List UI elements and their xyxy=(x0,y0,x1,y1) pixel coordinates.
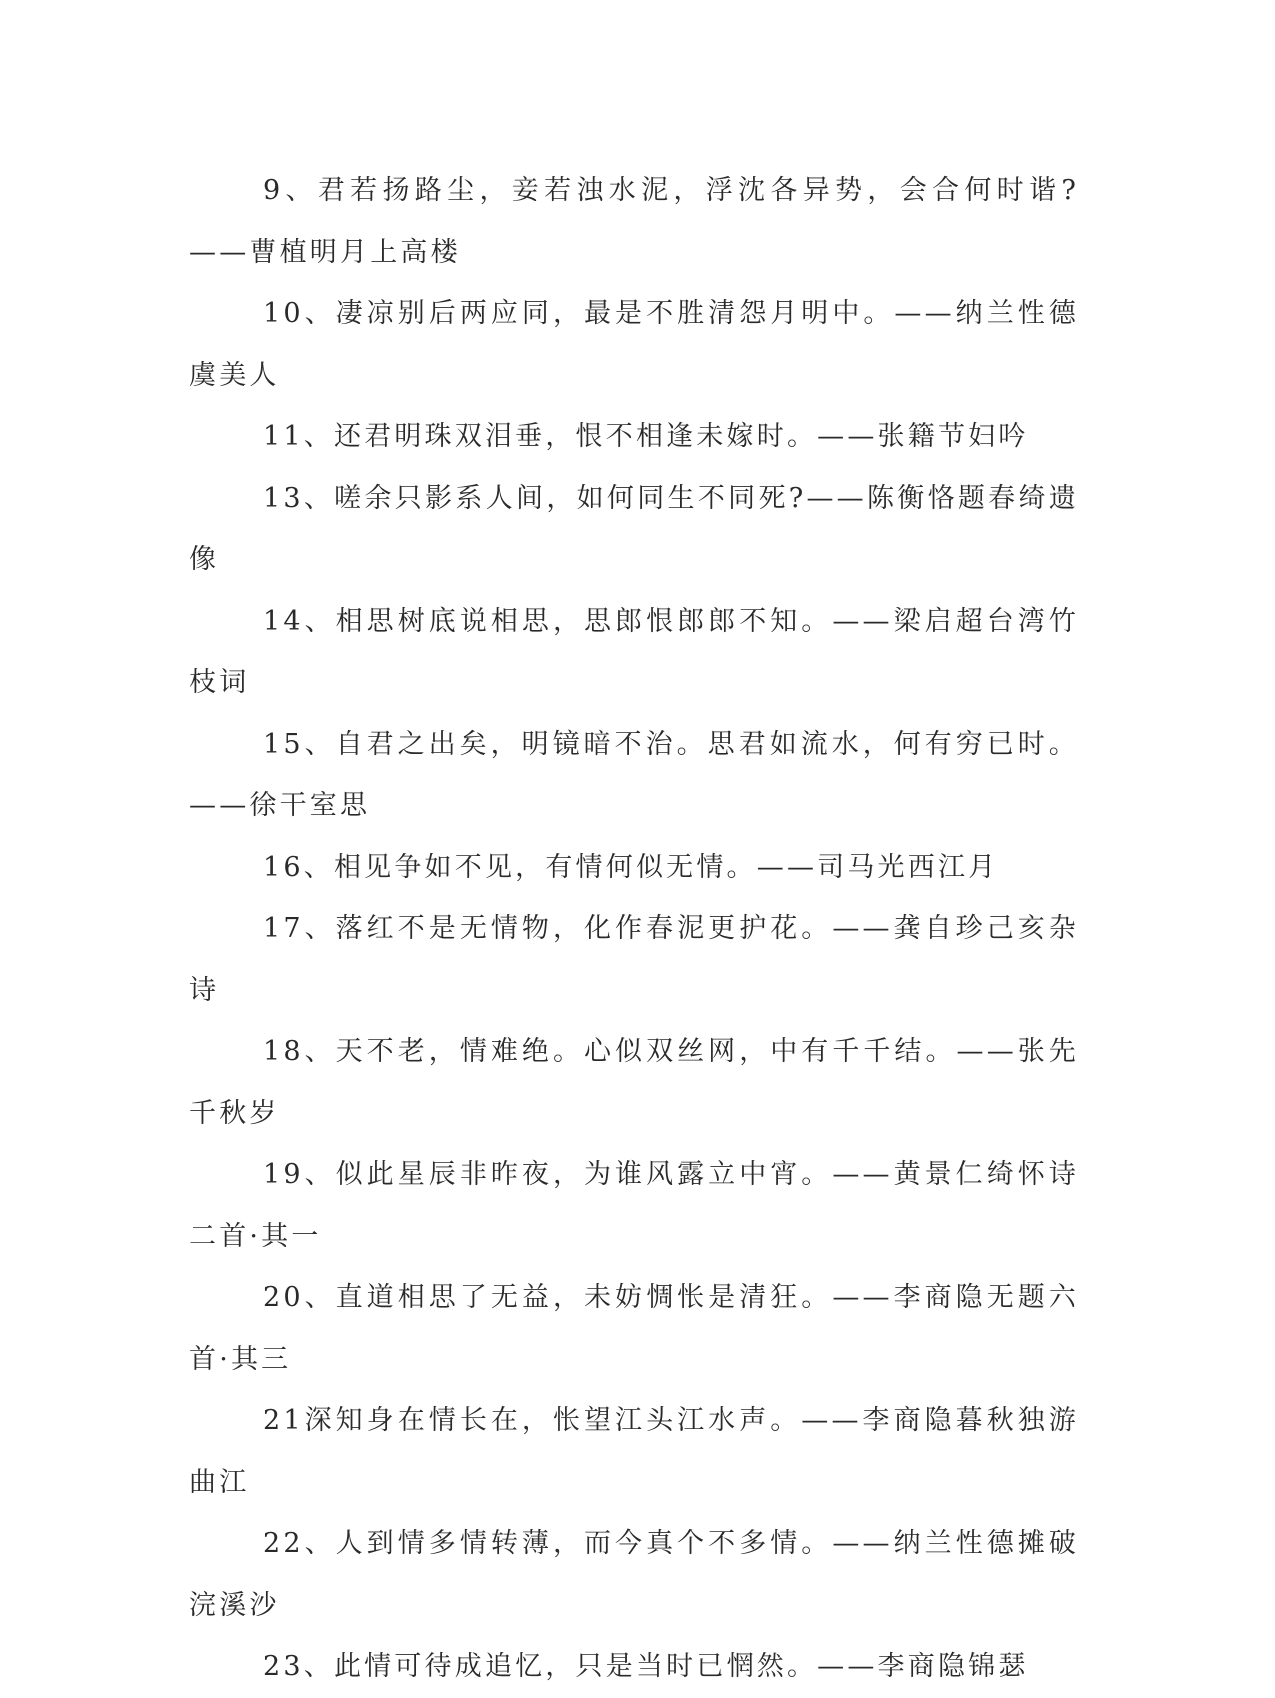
quote-paragraph: 9、君若扬路尘，妾若浊水泥，浮沈各异势，会合何时谐?——曹植明月上高楼 xyxy=(189,175,1079,268)
quote-paragraph: 11、还君明珠双泪垂，恨不相逢未嫁时。——张籍节妇吟 xyxy=(263,421,1029,452)
quote-paragraph: 23、此情可待成追忆，只是当时已惘然。——李商隐锦瑟 xyxy=(263,1651,1029,1682)
quote-paragraph: 19、似此星辰非昨夜，为谁风露立中宵。——黄景仁绮怀诗二首·其一 xyxy=(189,1159,1079,1252)
quote-paragraph: 13、嗟余只影系人间，如何同生不同死?——陈衡恪题春绮遗像 xyxy=(189,482,1079,575)
quote-paragraph: 20、直道相思了无益，未妨惆怅是清狂。——李商隐无题六首·其三 xyxy=(189,1282,1079,1375)
quote-paragraph: 21深知身在情长在，怅望江头江水声。——李商隐暮秋独游曲江 xyxy=(189,1405,1079,1498)
quote-paragraph: 18、天不老，情难绝。心似双丝网，中有千千结。——张先千秋岁 xyxy=(189,1036,1079,1129)
quote-paragraph: 17、落红不是无情物，化作春泥更护花。——龚自珍己亥杂诗 xyxy=(189,913,1079,1006)
quote-paragraph: 14、相思树底说相思，思郎恨郎郎不知。——梁启超台湾竹枝词 xyxy=(189,605,1079,698)
quote-paragraph: 22、人到情多情转薄，而今真个不多情。——纳兰性德摊破浣溪沙 xyxy=(189,1528,1079,1621)
poem-quote-list xyxy=(189,160,1079,1698)
quote-paragraph: 10、凄凉别后两应同，最是不胜清怨月明中。——纳兰性德虞美人 xyxy=(189,298,1079,391)
quote-paragraph: 16、相见争如不见，有情何似无情。——司马光西江月 xyxy=(263,851,999,883)
quote-paragraph: 15、自君之出矣，明镜暗不治。思君如流水，何有穷已时。——徐干室思 xyxy=(189,728,1079,821)
